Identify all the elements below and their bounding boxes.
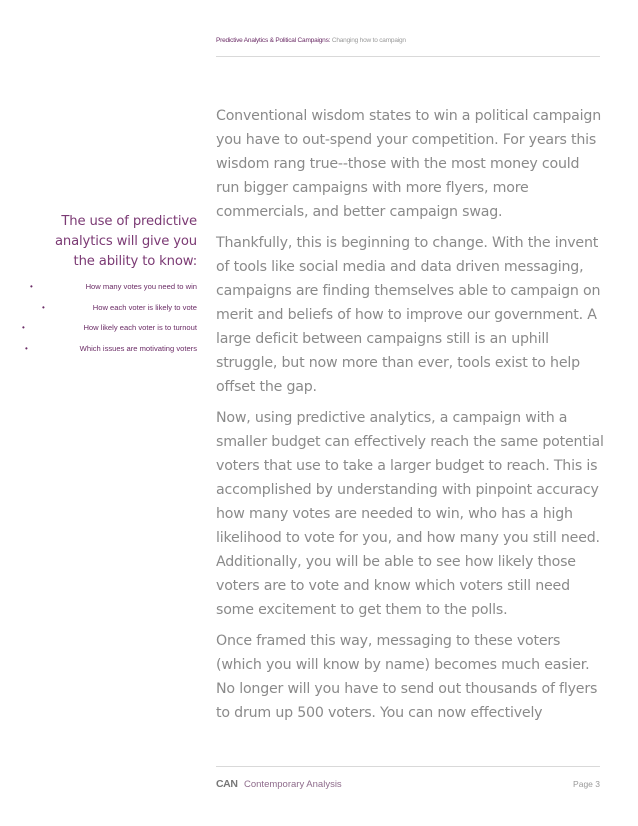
page-number: Page 3 bbox=[573, 779, 600, 789]
header-subtitle: Changing how to campaign bbox=[330, 37, 406, 44]
body-text bbox=[216, 104, 606, 732]
paragraph: Once framed this way, messaging to these voters (which you will know by name) becomes much easier. No longer will you have to send out thousands of flyers to drum up 500 voters. You can now effectively bbox=[216, 633, 598, 721]
bullet-icon: • bbox=[30, 282, 33, 291]
paragraph: Thankfully, this is beginning to change. With the invent of tools like social media and data driven messaging, campaigns are finding themselves able to campaign on merit and beliefs of how to improve our government. A large deficit between campaigns still is an uphill struggle, but now more than ever, tools exist to help offset the gap. bbox=[216, 235, 601, 395]
bullet-item bbox=[30, 303, 197, 313]
footer-divider bbox=[216, 766, 600, 767]
bullet-list bbox=[22, 282, 197, 354]
bullet-icon: • bbox=[25, 343, 28, 353]
bullet-item bbox=[30, 282, 197, 292]
header-title: Predictive Analytics & Political Campaigns: bbox=[216, 37, 331, 44]
bullet-icon: • bbox=[22, 323, 25, 333]
company-logo: CAN bbox=[216, 778, 238, 790]
bullet-item bbox=[22, 323, 197, 333]
sidebar bbox=[22, 212, 197, 364]
paragraph: Now, using predictive analytics, a campaign with a smaller budget can effectively reach the same potential voters that use to take a larger budget to reach. This is accomplished by understanding with pinpoint accuracy how many votes are needed to win, who has a high likelihood to vote for you, and how many you still need. Additionally, you will be able to see how likely those voters are to vote and know which voters still need some excitement to get them to the polls. bbox=[216, 410, 604, 618]
bullet-text: How likely each voter is to turnout bbox=[83, 323, 197, 333]
paragraph: Conventional wisdom states to win a political campaign you have to out-spend your competition. For years this wisdom rang true--those with the most money could run bigger campaigns with more flyers, more commercials, and better campaign swag. bbox=[216, 108, 601, 220]
brand-name: Contemporary Analysis bbox=[244, 779, 342, 790]
bullet-icon: • bbox=[42, 302, 45, 312]
running-header bbox=[216, 37, 600, 44]
pull-quote: The use of predictive analytics will give you the ability to know: bbox=[54, 214, 197, 269]
page-footer bbox=[216, 778, 600, 792]
bullet-text: Which issues are motivating voters bbox=[79, 343, 197, 353]
bullet-text: How each voter is likely to vote bbox=[92, 302, 197, 312]
bullet-text: How many votes you need to win bbox=[85, 282, 197, 291]
header-divider bbox=[216, 56, 600, 57]
bullet-item bbox=[25, 343, 197, 354]
